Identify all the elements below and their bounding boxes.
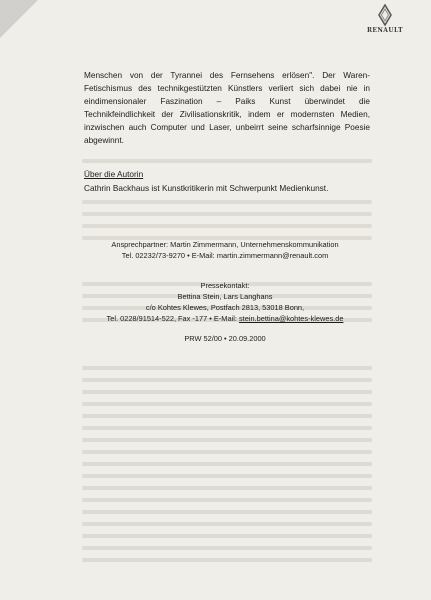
brand-name: RENAULT <box>367 27 403 34</box>
contact-block <box>80 239 370 261</box>
folded-corner <box>0 0 38 38</box>
author-bio: Cathrin Backhaus ist Kunstkritikerin mit Schwerpunkt Medienkunst. <box>84 184 329 193</box>
renault-diamond-icon <box>378 4 392 26</box>
press-names: Bettina Stein, Lars Langhans <box>177 292 273 301</box>
press-address: c/o Kohtes Klewes, Postfach 2813, 53018 Bonn, <box>145 303 305 312</box>
contact-phone-email: Tel. 02232/73-9270 • E-Mail: martin.zimmermann@renault.com <box>121 251 329 260</box>
press-heading: Pressekontakt: <box>200 281 250 290</box>
press-contact-block <box>80 280 370 324</box>
press-phone-email: Tel. 0228/91514-522, Fax -177 • E-Mail: stein.bettina@kohtes-klewes.de <box>106 314 344 323</box>
contact-person: Ansprechpartner: Martin Zimmermann, Unternehmenskommunikation <box>111 240 339 249</box>
body-paragraph: Menschen von der Tyrannei des Fernsehens erlösen". Der Waren-Fetischismus des technikgestützten Künstlers verliert sich dabei nie in eindimensionaler Faszination – Paiks Kunst überwindet die Technikfeindlichkeit der Zivilisationskritik, indem er modernsten Medien, inzwischen auch Computer und Laser, unbeirrt seine scharfsinnige Poesie abgewinnt. <box>84 71 370 145</box>
press-email[interactable]: stein.bettina@kohtes-klewes.de <box>238 314 344 323</box>
renault-logo <box>354 4 416 42</box>
contact-email[interactable]: martin.zimmermann@renault.com <box>216 251 329 260</box>
about-author-link[interactable]: Über die Autorin <box>84 170 144 179</box>
press-reference: PRW 52/00 • 20.09.2000 <box>184 334 266 343</box>
